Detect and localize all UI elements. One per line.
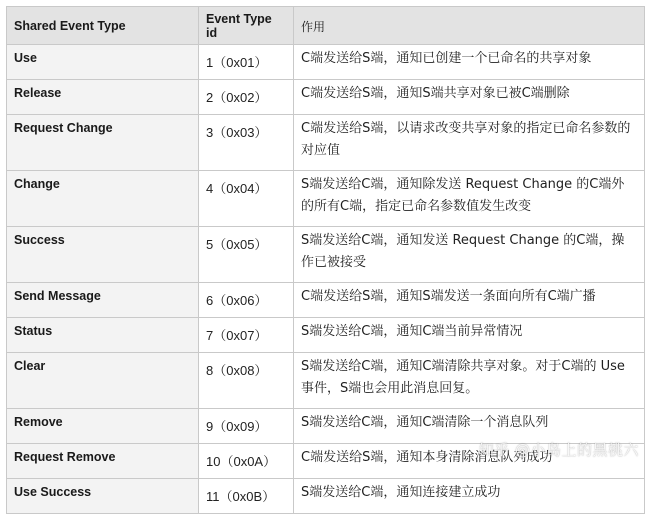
table-row — [7, 283, 645, 318]
event-id-cell: 7（0x07） — [199, 318, 294, 353]
event-type-cell: Request Remove — [7, 444, 199, 479]
table-row — [7, 353, 645, 409]
header-row — [7, 7, 645, 45]
event-id-cell: 1（0x01） — [199, 45, 294, 80]
event-description-cell: C端发送给S端，通知本身清除消息队列成功 — [294, 444, 645, 479]
event-type-cell: Use — [7, 45, 199, 80]
table-row — [7, 171, 645, 227]
event-description-cell: S端发送给C端，通知发送 Request Change 的C端，操作已被接受 — [294, 227, 645, 283]
table-row — [7, 444, 645, 479]
event-id-cell: 11（0x0B） — [199, 479, 294, 514]
header-shared-event-type: Shared Event Type — [7, 7, 199, 45]
event-description-cell: S端发送给C端，通知C端清除共享对象。对于C端的 Use 事件，S端也会用此消息回复。 — [294, 353, 645, 409]
event-id-cell: 5（0x05） — [199, 227, 294, 283]
event-id-cell: 10（0x0A） — [199, 444, 294, 479]
table-body — [7, 45, 645, 514]
zhihu-watermark: 知乎 @小岛上的黑桃六 — [478, 441, 639, 459]
event-id-cell: 8（0x08） — [199, 353, 294, 409]
event-type-cell: Status — [7, 318, 199, 353]
event-description-cell: S端发送给C端，通知C端当前异常情况 — [294, 318, 645, 353]
event-type-cell: Use Success — [7, 479, 199, 514]
shared-event-type-table — [6, 6, 645, 514]
table-row — [7, 227, 645, 283]
event-description-cell: S端发送给C端，通知C端清除一个消息队列 — [294, 409, 645, 444]
event-type-cell: Clear — [7, 353, 199, 409]
table-row — [7, 318, 645, 353]
event-id-cell: 4（0x04） — [199, 171, 294, 227]
event-description-cell: S端发送给C端，通知除发送 Request Change 的C端外的所有C端，指定已命名参数值发生改变 — [294, 171, 645, 227]
table-header — [7, 7, 645, 45]
event-id-cell: 9（0x09） — [199, 409, 294, 444]
table-row — [7, 80, 645, 115]
table-row — [7, 479, 645, 514]
event-id-cell: 3（0x03） — [199, 115, 294, 171]
table-row — [7, 45, 645, 80]
event-description-cell: C端发送给S端，通知S端共享对象已被C端删除 — [294, 80, 645, 115]
event-id-cell: 2（0x02） — [199, 80, 294, 115]
event-type-table-container — [6, 6, 644, 514]
event-description-cell: C端发送给S端，通知已创建一个已命名的共享对象 — [294, 45, 645, 80]
event-description-cell: C端发送给S端，通知S端发送一条面向所有C端广播 — [294, 283, 645, 318]
event-type-cell: Request Change — [7, 115, 199, 171]
table-row — [7, 409, 645, 444]
event-description-cell: C端发送给S端，以请求改变共享对象的指定已命名参数的对应值 — [294, 115, 645, 171]
event-id-cell: 6（0x06） — [199, 283, 294, 318]
event-type-cell: Release — [7, 80, 199, 115]
event-type-cell: Send Message — [7, 283, 199, 318]
event-description-cell: S端发送给C端，通知连接建立成功 — [294, 479, 645, 514]
header-event-type-id: Event Type id — [199, 7, 294, 45]
event-type-cell: Success — [7, 227, 199, 283]
header-usage: 作用 — [294, 7, 645, 45]
event-type-cell: Change — [7, 171, 199, 227]
table-row — [7, 115, 645, 171]
event-type-cell: Remove — [7, 409, 199, 444]
